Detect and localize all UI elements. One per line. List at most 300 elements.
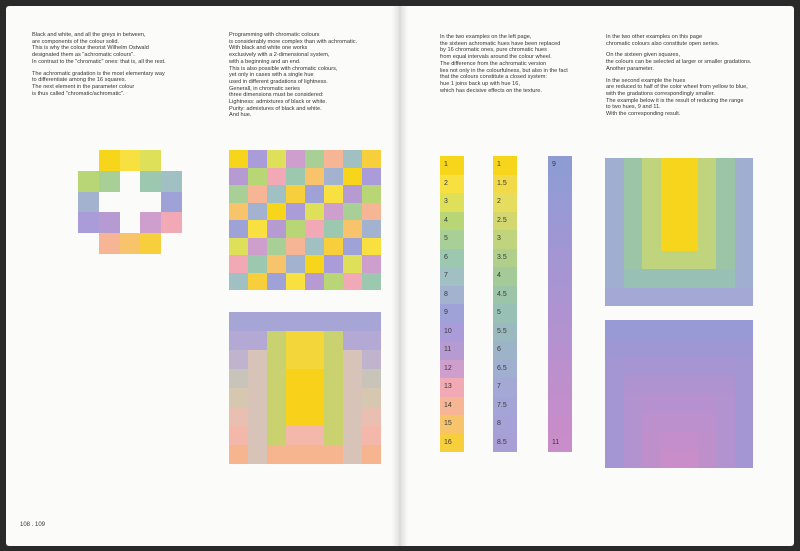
swatch-number: 5 [444, 235, 448, 243]
color-square [362, 369, 381, 388]
color-square [735, 214, 754, 233]
color-square [99, 192, 120, 213]
color-square [624, 269, 643, 288]
color-square [698, 394, 717, 413]
color-square [716, 376, 735, 395]
strip-swatch [440, 175, 464, 194]
color-square [642, 450, 661, 469]
color-square [362, 185, 381, 203]
color-square [343, 426, 362, 445]
color-square [624, 394, 643, 413]
color-square [161, 233, 182, 254]
color-square [716, 214, 735, 233]
color-square [698, 251, 717, 270]
color-square [286, 185, 305, 203]
strip-swatch [548, 341, 572, 360]
strip-swatch [493, 286, 517, 305]
swatch-number: 4 [497, 272, 501, 280]
swatch-number: 11 [552, 438, 560, 446]
color-square [286, 407, 305, 426]
color-square [698, 320, 717, 339]
color-square [248, 238, 267, 256]
color-square [286, 150, 305, 168]
strip-swatch [548, 397, 572, 416]
text-line: hue 1 joins back up with hue 16, [440, 80, 520, 87]
text-line: With black and white one works [229, 45, 308, 52]
two-hue-u-figure [605, 320, 753, 468]
color-square [362, 238, 381, 256]
color-square [605, 320, 624, 339]
color-square [267, 150, 286, 168]
color-square [140, 212, 161, 233]
color-square [286, 273, 305, 291]
color-square [229, 407, 248, 426]
color-square [642, 339, 661, 358]
color-square [286, 255, 305, 273]
color-square [605, 158, 624, 177]
color-square [120, 150, 141, 171]
swatch-number: 11 [444, 346, 452, 354]
color-square [698, 177, 717, 196]
color-square [735, 394, 754, 413]
color-square [248, 426, 267, 445]
color-square [605, 195, 624, 214]
swatch-number: 7.5 [497, 401, 507, 409]
color-square [679, 450, 698, 469]
text-line: With the corresponding result. [606, 111, 681, 118]
color-square [698, 288, 717, 307]
color-square [605, 288, 624, 307]
color-square [362, 350, 381, 369]
color-square [716, 288, 735, 307]
color-square [229, 185, 248, 203]
color-square [605, 394, 624, 413]
color-square [624, 413, 643, 432]
color-square [343, 238, 362, 256]
color-square [624, 195, 643, 214]
text-line: This is why the colour theorist Wilhelm Ostwald [32, 45, 149, 52]
swatch-number: 2 [497, 198, 501, 206]
color-square [661, 320, 680, 339]
color-square [362, 312, 381, 331]
strip-swatch [440, 415, 464, 434]
color-square [305, 388, 324, 407]
color-square [735, 288, 754, 307]
strip-swatch [440, 212, 464, 231]
color-square [716, 450, 735, 469]
color-square [248, 312, 267, 331]
color-square [624, 251, 643, 270]
strip-swatch [493, 193, 517, 212]
strip-swatch [493, 434, 517, 453]
color-square [286, 238, 305, 256]
color-square [698, 214, 717, 233]
strip-swatch [440, 193, 464, 212]
color-square [120, 192, 141, 213]
color-square [343, 407, 362, 426]
text-line: used in different gradations of lightness. [229, 78, 328, 85]
left-page [6, 6, 400, 546]
half-wheel-u-figure [605, 158, 753, 306]
color-square [735, 450, 754, 469]
color-square [679, 251, 698, 270]
color-square [698, 450, 717, 469]
color-square [229, 426, 248, 445]
color-square [324, 388, 343, 407]
color-square [229, 312, 248, 331]
swatch-number: 8 [444, 290, 448, 298]
color-square [642, 195, 661, 214]
color-square [605, 232, 624, 251]
color-square [229, 203, 248, 221]
swatch-number: 4 [444, 216, 448, 224]
color-square [229, 168, 248, 186]
color-square [605, 413, 624, 432]
color-square [267, 168, 286, 186]
color-square [735, 269, 754, 288]
color-square [698, 339, 717, 358]
half-hue-strip [493, 156, 517, 452]
color-square [248, 445, 267, 464]
color-square [267, 185, 286, 203]
swatch-number: 5.5 [497, 327, 507, 335]
color-square [305, 168, 324, 186]
color-square [229, 273, 248, 291]
color-square [362, 203, 381, 221]
color-square [305, 150, 324, 168]
text-line: exclusively with a 2-dimensional system, [229, 52, 330, 59]
color-square [661, 269, 680, 288]
color-square [286, 350, 305, 369]
swatch-number: 3 [497, 235, 501, 243]
text-line: by 16 chromatic ones, pure chromatic hues [440, 47, 547, 54]
text-line: from equal intervals around the colour wheel. [440, 54, 552, 61]
color-square [78, 192, 99, 213]
color-square [343, 350, 362, 369]
strip-swatch [493, 360, 517, 379]
color-square [248, 273, 267, 291]
swatch-number: 12 [444, 364, 452, 372]
color-square [735, 158, 754, 177]
color-square [605, 269, 624, 288]
color-square [343, 312, 362, 331]
color-square [679, 339, 698, 358]
strip-swatch [548, 267, 572, 286]
color-square [324, 331, 343, 350]
color-square [362, 220, 381, 238]
color-square [248, 388, 267, 407]
color-square [343, 273, 362, 291]
text-line: On the sixteen given squares, [606, 52, 681, 59]
strip-swatch [440, 286, 464, 305]
color-square [624, 339, 643, 358]
swatch-number: 1.5 [497, 179, 507, 187]
color-square [642, 431, 661, 450]
swatch-number: 14 [444, 401, 452, 409]
color-square [343, 220, 362, 238]
color-square [716, 357, 735, 376]
color-square [229, 150, 248, 168]
swatch-number: 8 [497, 420, 501, 428]
color-square [642, 288, 661, 307]
color-square [248, 255, 267, 273]
color-square [735, 357, 754, 376]
color-square [229, 369, 248, 388]
color-square [286, 426, 305, 445]
text-line: which has decisive effects on the texture. [440, 87, 542, 94]
color-square [343, 203, 362, 221]
color-square [286, 445, 305, 464]
color-square [624, 177, 643, 196]
swatch-number: 3.5 [497, 253, 507, 261]
swatch-number: 1 [444, 161, 448, 169]
swatch-number: 8.5 [497, 438, 507, 446]
strip-swatch [440, 397, 464, 416]
color-square [267, 331, 286, 350]
text-line: three dimensions must be considered: [229, 92, 324, 99]
color-square [624, 357, 643, 376]
swatch-number: 10 [444, 327, 452, 335]
color-square [362, 150, 381, 168]
color-square [679, 413, 698, 432]
color-square [698, 431, 717, 450]
color-square [679, 158, 698, 177]
text-line: Black and white, and all the greys in between, [32, 32, 146, 38]
color-square [286, 369, 305, 388]
color-square [716, 394, 735, 413]
color-square [324, 150, 343, 168]
color-square [624, 376, 643, 395]
color-square [679, 288, 698, 307]
strip-swatch [440, 156, 464, 175]
color-square [661, 376, 680, 395]
swatch-number: 13 [444, 383, 452, 391]
color-square [120, 212, 141, 233]
color-square [229, 445, 248, 464]
color-square [716, 251, 735, 270]
color-square [324, 369, 343, 388]
strip-swatch [493, 341, 517, 360]
color-square [229, 388, 248, 407]
text-line: The achromatic gradation is the most elementary way [32, 70, 165, 77]
text-line: to two hues, 9 and 11. [606, 104, 661, 111]
strip-swatch [493, 304, 517, 323]
strip-swatch [548, 212, 572, 231]
color-square [267, 426, 286, 445]
strip-swatch [440, 249, 464, 268]
color-square [343, 168, 362, 186]
color-square [229, 238, 248, 256]
color-square [140, 171, 161, 192]
color-square [624, 214, 643, 233]
strip-swatch [493, 378, 517, 397]
color-square [324, 168, 343, 186]
color-square [661, 288, 680, 307]
strip-swatch [493, 230, 517, 249]
color-square [248, 220, 267, 238]
color-square [605, 214, 624, 233]
color-square [324, 220, 343, 238]
text-line: chromatic colours also constitute open series. [606, 40, 720, 47]
color-square [324, 312, 343, 331]
color-square [661, 232, 680, 251]
color-square [248, 407, 267, 426]
color-square [267, 445, 286, 464]
color-square [120, 171, 141, 192]
text-line: In the second example the hues [606, 77, 686, 84]
color-square [362, 168, 381, 186]
color-square [324, 350, 343, 369]
strip-swatch [493, 323, 517, 342]
color-square [267, 203, 286, 221]
color-square [99, 212, 120, 233]
swatch-number: 15 [444, 420, 452, 428]
color-square [716, 320, 735, 339]
color-square [99, 233, 120, 254]
color-square [735, 320, 754, 339]
color-square [305, 426, 324, 445]
color-square [267, 220, 286, 238]
strip-swatch [440, 304, 464, 323]
color-square [286, 312, 305, 331]
color-square [716, 232, 735, 251]
color-square [624, 288, 643, 307]
strip-swatch [440, 230, 464, 249]
strip-swatch [548, 304, 572, 323]
color-square [305, 220, 324, 238]
color-square [716, 413, 735, 432]
color-square [642, 376, 661, 395]
text-line: The difference from the achromatic version [440, 60, 547, 67]
strip-swatch [548, 434, 572, 453]
page-numbers: 108 . 109 [20, 522, 46, 528]
text-line: Lightness: admixtures of black or white. [229, 99, 327, 106]
swatch-number: 4.5 [497, 290, 507, 298]
color-square [78, 233, 99, 254]
color-square [78, 212, 99, 233]
strip-swatch [493, 249, 517, 268]
color-square [679, 195, 698, 214]
color-square [362, 426, 381, 445]
two-hue-strip [548, 156, 572, 452]
color-square [248, 203, 267, 221]
color-square [267, 350, 286, 369]
text-line: In the two examples on the left page, [440, 34, 532, 40]
left-text-column-1 [32, 32, 166, 97]
color-square [716, 195, 735, 214]
color-square [679, 177, 698, 196]
swatch-number: 9 [552, 161, 556, 169]
color-square [735, 413, 754, 432]
color-square [343, 331, 362, 350]
color-square [698, 232, 717, 251]
color-square [716, 269, 735, 288]
color-square [661, 431, 680, 450]
swatch-number: 16 [444, 438, 452, 446]
text-line: the sixteen achromatic hues have been replaced [440, 40, 561, 47]
color-square [343, 445, 362, 464]
color-square [99, 171, 120, 192]
right-text-column-1 [440, 34, 568, 94]
strip-swatch [548, 230, 572, 249]
color-square [362, 255, 381, 273]
color-square [305, 312, 324, 331]
color-square [305, 203, 324, 221]
swatch-number: 3 [444, 198, 448, 206]
color-square [661, 413, 680, 432]
color-square [286, 168, 305, 186]
color-square [248, 168, 267, 186]
swatch-number: 6 [444, 253, 448, 261]
color-square [642, 269, 661, 288]
color-square [642, 413, 661, 432]
strip-swatch [493, 175, 517, 194]
color-square [305, 331, 324, 350]
color-square [605, 339, 624, 358]
color-square [624, 158, 643, 177]
color-square [229, 220, 248, 238]
color-square [161, 192, 182, 213]
color-square [343, 388, 362, 407]
color-square [698, 413, 717, 432]
color-square [140, 150, 161, 171]
color-square [229, 350, 248, 369]
color-square [642, 394, 661, 413]
color-square [698, 158, 717, 177]
color-square [140, 233, 161, 254]
strip-swatch [493, 397, 517, 416]
color-square [248, 185, 267, 203]
text-line: is considerably more complex than with achromatic. [229, 38, 358, 45]
color-square [735, 195, 754, 214]
color-square [362, 273, 381, 291]
color-square [735, 232, 754, 251]
strip-swatch [548, 286, 572, 305]
text-line: Purity: admixtures of black and white. [229, 105, 322, 112]
color-square [624, 320, 643, 339]
u-shape-figure [229, 312, 381, 464]
color-square [286, 331, 305, 350]
color-square [286, 220, 305, 238]
color-square [624, 450, 643, 469]
color-square [305, 238, 324, 256]
color-square [267, 255, 286, 273]
color-square [324, 238, 343, 256]
color-square [642, 320, 661, 339]
color-square [735, 376, 754, 395]
color-square [661, 357, 680, 376]
color-square [716, 158, 735, 177]
color-square [362, 445, 381, 464]
color-square [267, 369, 286, 388]
color-square [716, 177, 735, 196]
strip-swatch [548, 156, 572, 175]
text-line: with the gradations correspondingly smaller. [606, 90, 715, 97]
color-square [624, 431, 643, 450]
strip-swatch [548, 415, 572, 434]
swatch-number: 1 [497, 161, 501, 169]
strip-swatch [440, 378, 464, 397]
color-square [343, 150, 362, 168]
color-square [286, 203, 305, 221]
checkerboard-figure [229, 150, 381, 290]
color-square [679, 214, 698, 233]
color-square [642, 357, 661, 376]
color-square [324, 255, 343, 273]
strip-swatch [548, 360, 572, 379]
color-square [343, 185, 362, 203]
color-square [305, 185, 324, 203]
